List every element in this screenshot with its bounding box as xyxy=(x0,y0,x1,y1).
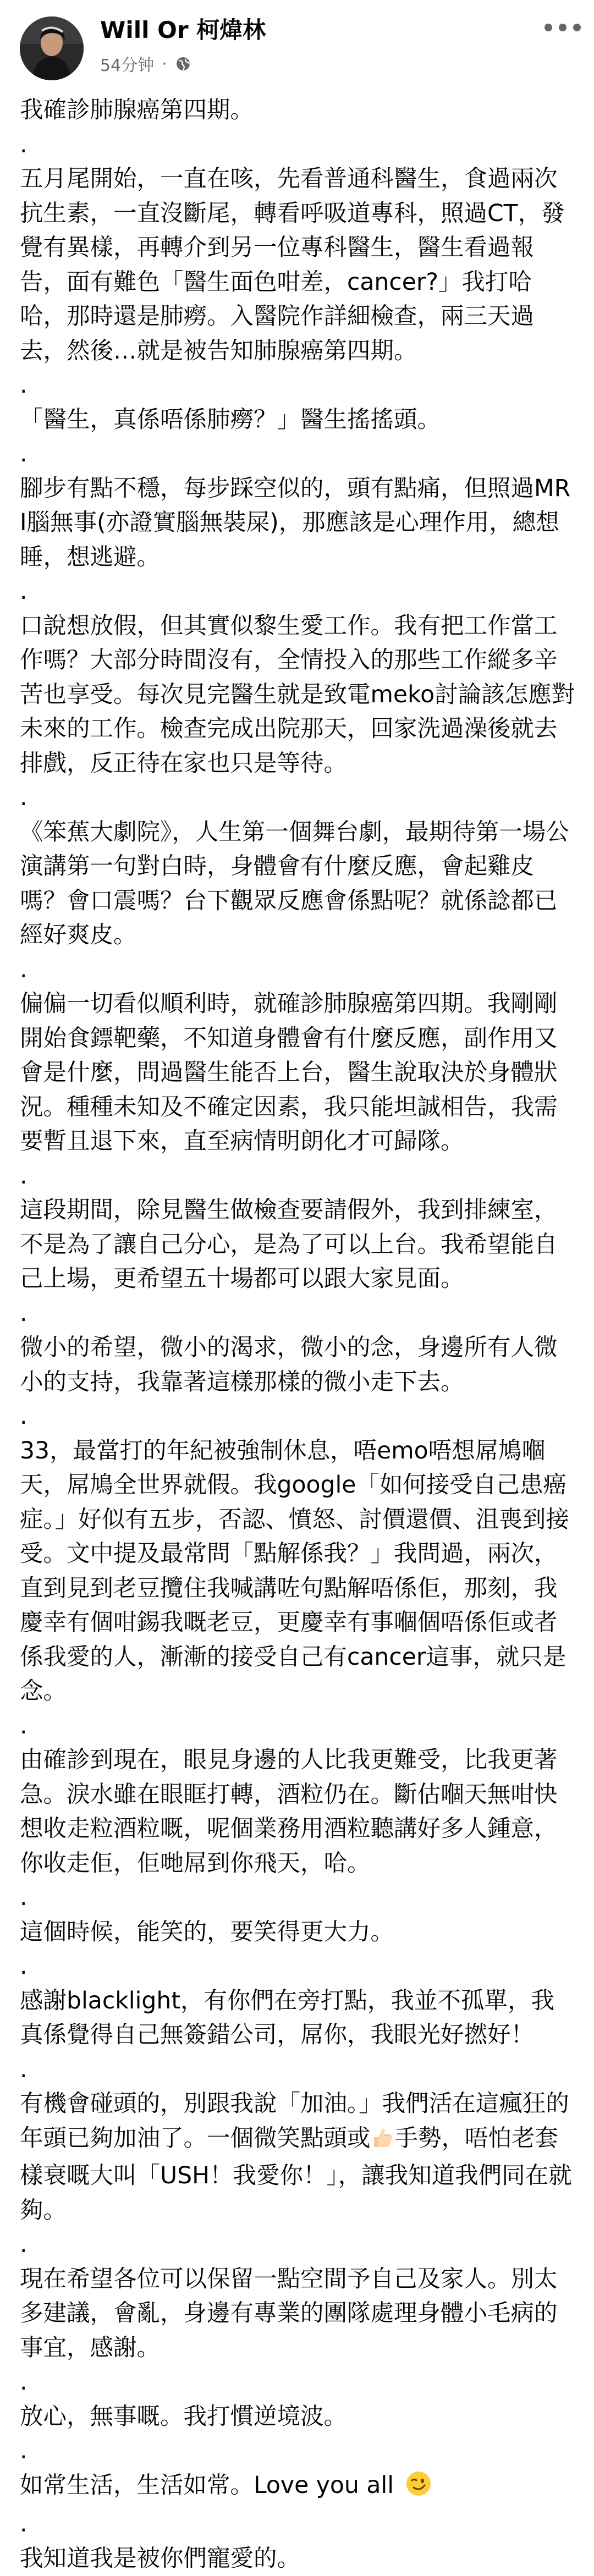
smirk-emoji-icon xyxy=(405,2470,432,2508)
post-paragraph: 現在希望各位可以保留一點空間予自己及家人。別太多建議，會亂，身邊有專業的團隊處理身體小毛病的事宜，感謝。 xyxy=(20,2263,575,2366)
paragraph-separator: . xyxy=(20,2365,575,2400)
post-paragraph: 「醫生，真係唔係肺癆？」醫生搖搖頭。 xyxy=(20,403,575,438)
post-paragraph: 偏偏一切看似順利時，就確診肺腺癌第四期。我剛剛開始食鏢靶藥，不知道身體會有什麼反應，副作用又會是什麼，問過醫生能否上台，醫生說取決於身體狀況。種種未知及不確定因素，我只能坦誠相告，我需要暫且退下來，直至病情明朗化才可歸隊。 xyxy=(20,987,575,1159)
post-paragraph: 我知道我是被你們寵愛的。 xyxy=(20,2542,575,2576)
post-paragraph: 五月尾開始，一直在咳，先看普通科醫生，食過兩次抗生素，一直沒斷尾，轉看呼吸道專科，照過CT，發覺有異樣，再轉介到另一位專科醫生，醫生看過報告，面有難色「醫生面色咁差，cancer?」我打哈哈，那時還是肺癆。入醫院作詳細檢查，兩三天過去，然後…就是被告知肺腺癌第四期。 xyxy=(20,162,575,368)
paragraph-separator: . xyxy=(20,437,575,472)
post-paragraph: 由確診到現在，眼見身邊的人比我更難受，比我更著急。淚水雖在眼眶打轉，酒粒仍在。斷估嗰天無咁快想收走粒酒粒嘅，呢個業務用酒粒聽講好多人鍾意，你收走佢，佢哋屌到你飛天，哈。 xyxy=(20,1743,575,1881)
post-header xyxy=(0,0,594,82)
post-paragraph: 33，最當打的年紀被強制休息，唔emo唔想屌鳩嗰天，屌鳩全世界就假。我google「如何接受自己患癌症。」好似有五步，否認、憤怒、討價還價、沮喪到接受。文中提及最常問「點解係我？」我問過，兩次，直到見到老豆攬住我喊講咗句點解唔係佢，那刻，我慶幸有個咁錫我嘅老豆，更慶幸有事嗰個唔係佢或者係我愛的人，漸漸的接受自己有cancer這事，就只是念。 xyxy=(20,1434,575,1709)
more-horizontal-icon xyxy=(544,24,552,31)
avatar[interactable] xyxy=(20,16,84,80)
more-dot xyxy=(559,24,566,31)
author-name[interactable]: Will Or 柯煒林 xyxy=(100,16,266,44)
post-paragraph: 我確診肺腺癌第四期。 xyxy=(20,93,575,128)
post-meta xyxy=(100,52,191,76)
post-paragraph: 微小的希望，微小的渴求，微小的念，身邊所有人微小的支持，我靠著這樣那樣的微小走下去。 xyxy=(20,1331,575,1400)
meta-separator: · xyxy=(162,54,167,74)
paragraph-separator: . xyxy=(20,1297,575,1331)
thumbs-up-icon xyxy=(371,2125,395,2160)
post-timestamp[interactable]: 54分钟 xyxy=(100,52,154,76)
post-paragraph: 《笨蕉大劇院》，人生第一個舞台劇，最期待第一場公演講第一句對白時，身體會有什麼反應，會起雞皮嗎？會口震嗎？台下觀眾反應會係點呢？就係諗都已經好爽皮。 xyxy=(20,816,575,953)
paragraph-separator: . xyxy=(20,2053,575,2088)
post-paragraph: 這段期間，除見醫生做檢查要請假外，我到排練室，不是為了讓自己分心，是為了可以上台。我希望能自己上場，更希望五十場都可以跟大家見面。 xyxy=(20,1193,575,1297)
post-paragraph: 如常生活，生活如常。Love you all xyxy=(20,2469,575,2508)
more-options-button[interactable] xyxy=(544,18,581,37)
globe-icon xyxy=(175,56,191,72)
post-paragraph: 腳步有點不穩，每步踩空似的，頭有點痛，但照過MRI腦無事(亦證實腦無裝屎)，那應該是心理作用，總想睡，想逃避。 xyxy=(20,472,575,575)
paragraph-separator: . xyxy=(20,1400,575,1434)
paragraph-separator: . xyxy=(20,368,575,403)
paragraph-separator: . xyxy=(20,1159,575,1194)
post-paragraph: 感謝blacklight，有你們在旁打點，我並不孤單，我真係覺得自己無簽錯公司，屌你，我眼光好撚好！ xyxy=(20,1984,575,2053)
paragraph-separator: . xyxy=(20,2434,575,2469)
paragraph-separator: . xyxy=(20,2507,575,2542)
post-paragraph: 放心，無事嘅。我打慣逆境波。 xyxy=(20,2400,575,2435)
post-paragraph: 這個時候，能笑的，要笑得更大力。 xyxy=(20,1916,575,1950)
post-paragraph: 有機會碰頭的，別跟我說「加油。」我們活在這瘋狂的年頭已夠加油了。一個微笑點頭或 手勢，唔怕老套樣衰嘅大叫「USH！我愛你！」，讓我知道我們同在就夠。 xyxy=(20,2087,575,2228)
avatar-image xyxy=(20,16,84,80)
paragraph-separator: . xyxy=(20,953,575,988)
paragraph-separator: . xyxy=(20,2228,575,2263)
paragraph-separator: . xyxy=(20,128,575,163)
more-dot xyxy=(573,24,581,31)
paragraph-separator: . xyxy=(20,575,575,609)
paragraph-separator: . xyxy=(20,1709,575,1744)
post-paragraph: 口說想放假，但其實似黎生愛工作。我有把工作當工作嗎？大部分時間沒有，全情投入的那些工作縱多辛苦也享受。每次見完醫生就是致電meko討論該怎應對未來的工作。檢查完成出院那天，回家洗過澡後就去排戲，反正待在家也只是等待。 xyxy=(20,609,575,781)
post-body xyxy=(20,93,575,2576)
paragraph-separator: . xyxy=(20,781,575,816)
paragraph-separator: . xyxy=(20,1950,575,1984)
paragraph-separator: . xyxy=(20,1881,575,1916)
